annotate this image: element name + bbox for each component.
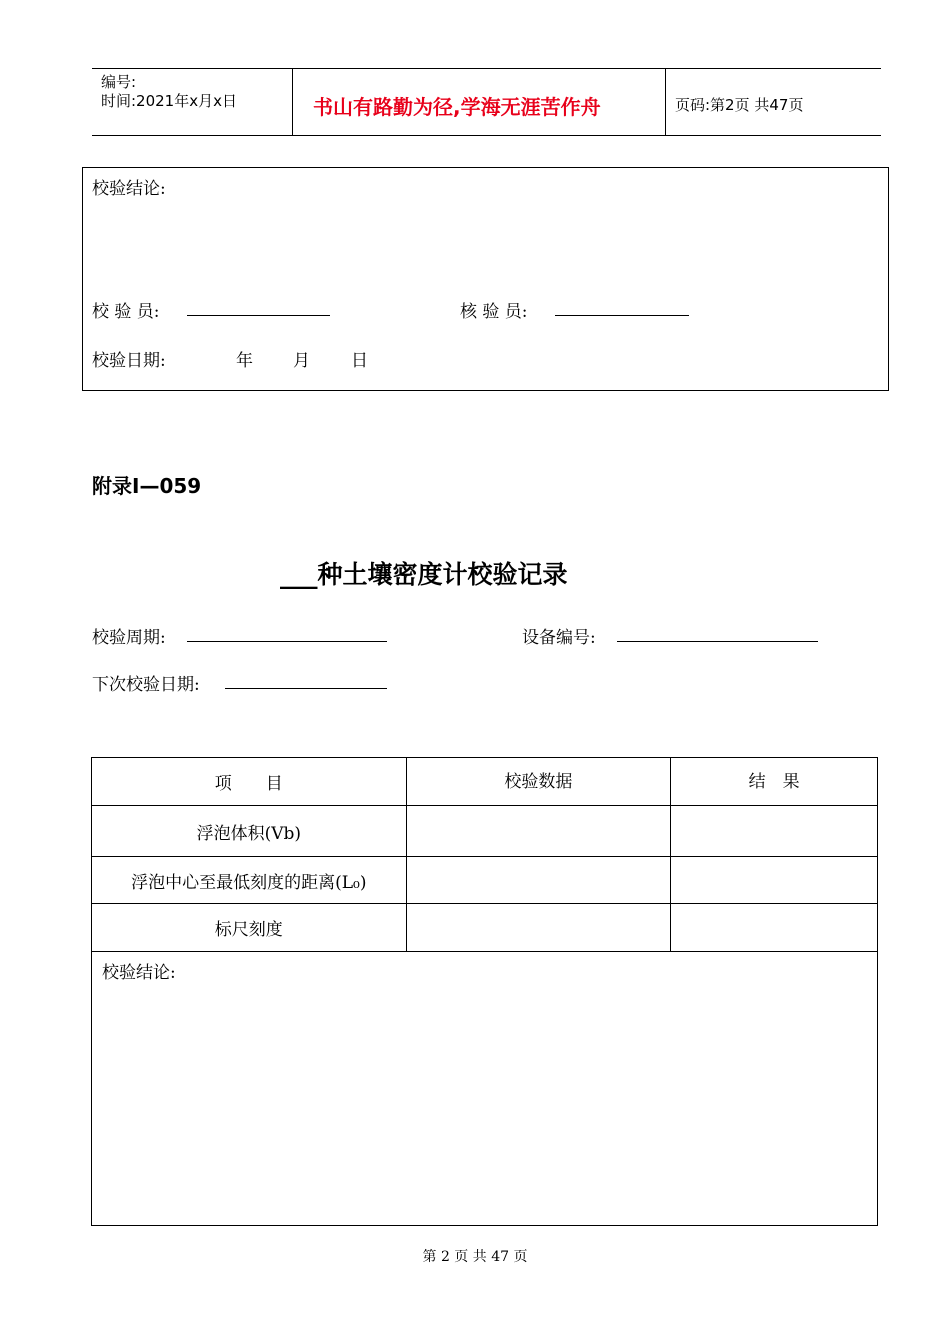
table-conclusion-cell[interactable] xyxy=(92,952,878,1226)
record-table xyxy=(91,757,878,1226)
table-conclusion-row xyxy=(92,952,878,1226)
header-item: 项 目 xyxy=(92,758,407,806)
header-divider-left xyxy=(292,68,293,136)
device-no-line[interactable] xyxy=(617,641,818,642)
row-item: 浮泡中心至最低刻度的距离(L₀) xyxy=(92,857,407,904)
date-year: 年 xyxy=(236,351,253,371)
document-title: ___种土壤密度计校验记录 xyxy=(280,560,568,589)
row-data-cell[interactable] xyxy=(406,904,671,952)
cycle-line[interactable] xyxy=(187,641,387,642)
header-top-rule xyxy=(92,68,881,69)
appendix-number: 附录I—059 xyxy=(92,474,202,498)
row-result-cell[interactable] xyxy=(671,806,878,857)
row-data-cell[interactable] xyxy=(406,806,671,857)
header-divider-right xyxy=(665,68,666,136)
date-day: 日 xyxy=(351,351,368,371)
row-result-cell[interactable] xyxy=(671,857,878,904)
checker-line[interactable] xyxy=(555,315,689,316)
row-item: 浮泡体积(Vb) xyxy=(92,806,407,857)
table-header-row xyxy=(92,758,878,806)
page-footer: 第 2 页 共 47 页 xyxy=(422,1249,528,1265)
date-label: 校验日期: xyxy=(92,351,166,371)
header-number: 编号: xyxy=(101,73,137,91)
inspector-label: 校 验 员: xyxy=(92,302,160,322)
inspector-line[interactable] xyxy=(187,315,330,316)
header-page: 页码:第2页 共47页 xyxy=(675,96,804,114)
table-row xyxy=(92,904,878,952)
date-month: 月 xyxy=(293,351,310,371)
next-date-label: 下次校验日期: xyxy=(92,675,200,695)
table-row xyxy=(92,857,878,904)
header-bottom-rule xyxy=(92,135,881,136)
next-date-line[interactable] xyxy=(225,688,387,689)
top-conclusion-box xyxy=(82,167,889,391)
device-no-label: 设备编号: xyxy=(522,628,596,648)
header-data: 校验数据 xyxy=(406,758,671,806)
header-time: 时间:2021年x月x日 xyxy=(101,92,237,110)
table-row xyxy=(92,806,878,857)
table-conclusion-label: 校验结论: xyxy=(102,963,176,983)
header-result: 结 果 xyxy=(671,758,878,806)
row-result-cell[interactable] xyxy=(671,904,878,952)
top-conclusion-label: 校验结论: xyxy=(92,179,166,199)
row-item: 标尺刻度 xyxy=(92,904,407,952)
header-motto: 书山有路勤为径,学海无涯苦作舟 xyxy=(313,95,601,119)
checker-label: 核 验 员: xyxy=(460,302,528,322)
row-data-cell[interactable] xyxy=(406,857,671,904)
cycle-label: 校验周期: xyxy=(92,628,166,648)
